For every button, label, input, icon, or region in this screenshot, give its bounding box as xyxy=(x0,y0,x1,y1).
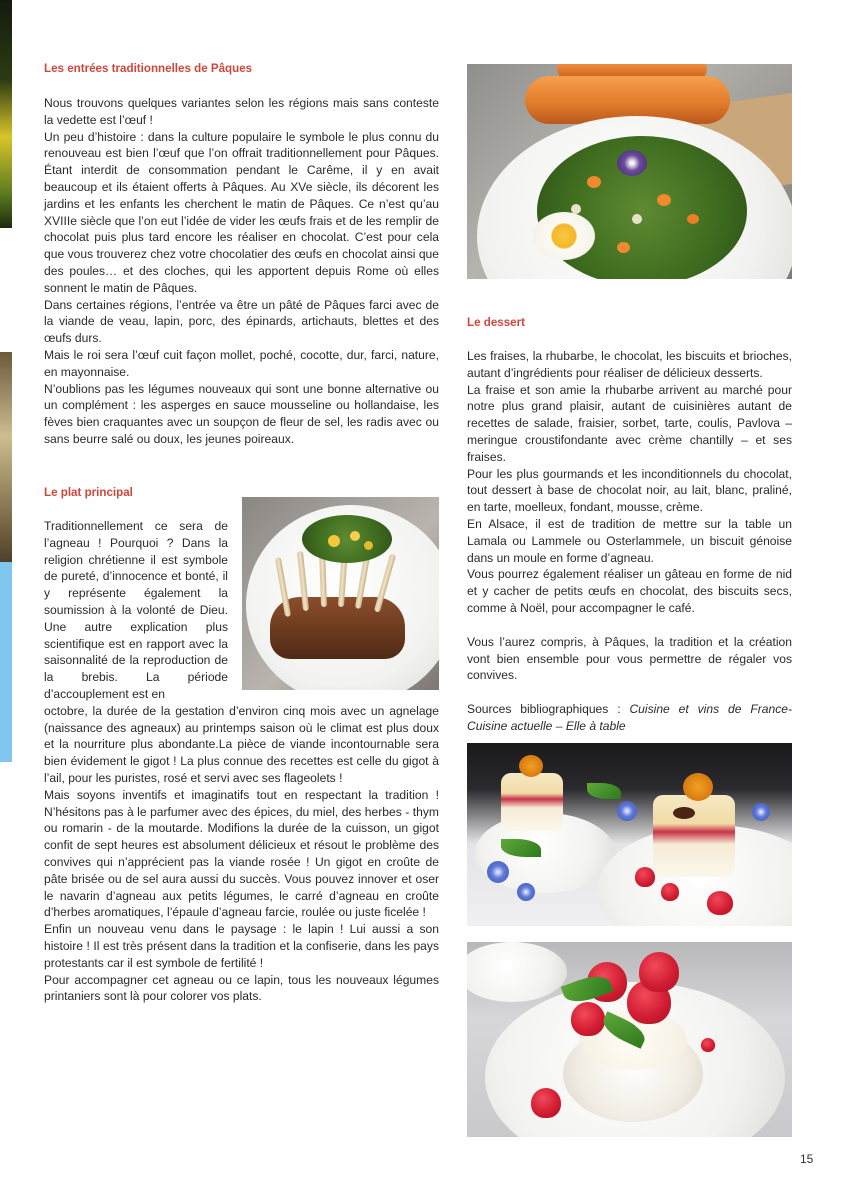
page-number: 15 xyxy=(800,1152,814,1166)
entrees-paragraph: Dans certaines régions, l’entrée va être un pâté de Pâques farci avec de la viande de veau, lapin, porc, des épinards, artichauts, blettes et des œufs durs. xyxy=(44,297,439,346)
dessert-paragraph: Vous pourrez également réaliser un gâteau en forme de nid et y cacher de petits œufs en chocolat, des biscuits secs, comme à Noël, pour accompagner le café. xyxy=(467,567,792,615)
page-edge-blue-band xyxy=(0,562,12,762)
dessert-paragraph: En Alsace, il est de tradition de mettre sur la table un Lamala ou Lammele ou Osterlammele, un biscuit génoise dans un moule en forme d’agneau. xyxy=(467,516,792,565)
entrees-section xyxy=(44,61,439,448)
dessert-paragraph: Les fraises, la rhubarbe, le chocolat, les biscuits et brioches, autant d’ingrédients pour réaliser de délicieux desserts. xyxy=(467,349,792,380)
plat-paragraph: Pour accompagner cet agneau ou ce lapin, tous les nouveaux légumes printaniers sont là pour colorer vos plats. xyxy=(44,972,439,1004)
entrees-paragraph: Un peu d’histoire : dans la culture populaire le symbole le plus connu du renouveau est bien l’œuf que l’on offrait traditionnellement pour Pâques. Étant interdit de consommation pendant le Carême, il y en avait beaucoup et ils étaient offerts à Pâques. Au XVe siècle, ils décorent les jardins et les enfants les cherchent le matin de Pâques. Ce n’est qu’au XVIIIe siècle que l’on eut l’idée de vider les œufs frais et de les remplir de chocolat puis plus tard encore les réaliser en chocolat. C’est pour cela que vous trouverez chez votre chocolatier des œufs en chocolat ainsi que des poules… et des cloches, qui les apportent depuis Rome où elles sonnent le matin de Pâques. xyxy=(44,129,439,295)
pavlova-photo xyxy=(467,942,792,1137)
sources xyxy=(467,701,792,735)
plat-paragraph: octobre, la durée de la gestation d’environ cinq mois avec un agnelage (naissance des agneaux) au printemps saison où le climat est plus doux et la nourriture plus abondante.La pièce de viande incontournable sera bien évidement le gigot ! La plus connue des recettes est celle du gigot à l’ail, pour les puristes, rosé et servi avec ses flageolets ! xyxy=(44,703,439,785)
page-edge-photo-middle xyxy=(0,352,12,562)
page-edge-photo-top xyxy=(0,0,12,228)
dessert-paragraph: La fraise et son amie la rhubarbe arrivent au marché pour notre plus grand plaisir, autant de cuisinières autant de recettes de salade, fraisier, sorbet, tarte, coulis, Pavlova – meringue croustifondante avec crème chantilly – et ses fraises. xyxy=(467,382,792,464)
entrees-paragraph: Nous trouvons quelques variantes selon les régions mais sans conteste la vedette est l’œuf ! xyxy=(44,96,439,127)
sources-titles: Cuisine et vins de France- Cuisine actuelle – Elle à table xyxy=(467,702,793,733)
dessert-heading: Le dessert xyxy=(467,316,525,329)
dessert-section xyxy=(467,315,792,735)
sources-label: Sources bibliographiques : xyxy=(467,702,630,717)
egg-salad-photo xyxy=(467,64,792,279)
plat-intro-paragraph: Traditionnellement ce sera de l’agneau ! Pourquoi ? Dans la religion chrétienne il est symbole de pureté, d’innocence et bonté, il y représente également la soumission à la volonté de Dieu. Une autre explication plus scientifique est en rapport avec la saisonnalité de la reproduction de la brebis. La période d’accouplement est en xyxy=(44,519,228,701)
plat-heading: Le plat principal xyxy=(44,486,133,499)
entrees-heading: Les entrées traditionnelles de Pâques xyxy=(44,62,253,75)
dessert-paragraph: Pour les plus gourmands et les inconditionnels du chocolat, tout dessert à base de chocolat noir, au lait, blanc, praliné, en tarte, moelleux, fondant, mousse, crème. xyxy=(467,466,792,515)
plat-paragraph: Enfin un nouveau venu dans le paysage : le lapin ! Lui aussi a son histoire ! Il est très présent dans la tradition et la confiserie, dans les pays protestants car il est symbole de fertilité ! xyxy=(44,922,439,970)
dessert-conclusion: Vous l’aurez compris, à Pâques, la tradition et la création vont bien ensemble pour vous permettre de régaler vos convives. xyxy=(467,634,792,683)
entrees-paragraph: Mais le roi sera l’œuf cuit façon mollet, poché, cocotte, dur, farci, nature, en mayonnaise. xyxy=(44,347,439,379)
plat-paragraph: Mais soyons inventifs et imaginatifs tout en respectant la tradition ! N’hésitons pas à le parfumer avec des épices, du miel, des herbes - thym ou romarin - de la moutarde. Modifions la durée de la cuisson, un gigot confit de sept heures est absolument délicieux et résout le problème des convives qui n’apprécient pas la viande rosée ! Un gigot en croûte de pâte brisée ou de sel aura aussi du succès. Vous pouvez innover et oser le navarin d’agneau aux petits légumes, le carré d’agneau en croûte d’herbes aromatiques, l’épaule d’agneau farcie, roulée ou juste ficelée ! xyxy=(44,787,439,920)
strawberry-cake-photo xyxy=(467,743,792,926)
lamb-rack-photo xyxy=(242,497,439,690)
entrees-paragraph: N’oublions pas les légumes nouveaux qui sont une bonne alternative ou un complément : les asperges en sauce mousseline ou hollandaise, les fèves bien craquantes avec un soupçon de fleur de sel, les radis avec ou sans beurre salé ou doux, les jeunes poireaux. xyxy=(44,381,439,446)
